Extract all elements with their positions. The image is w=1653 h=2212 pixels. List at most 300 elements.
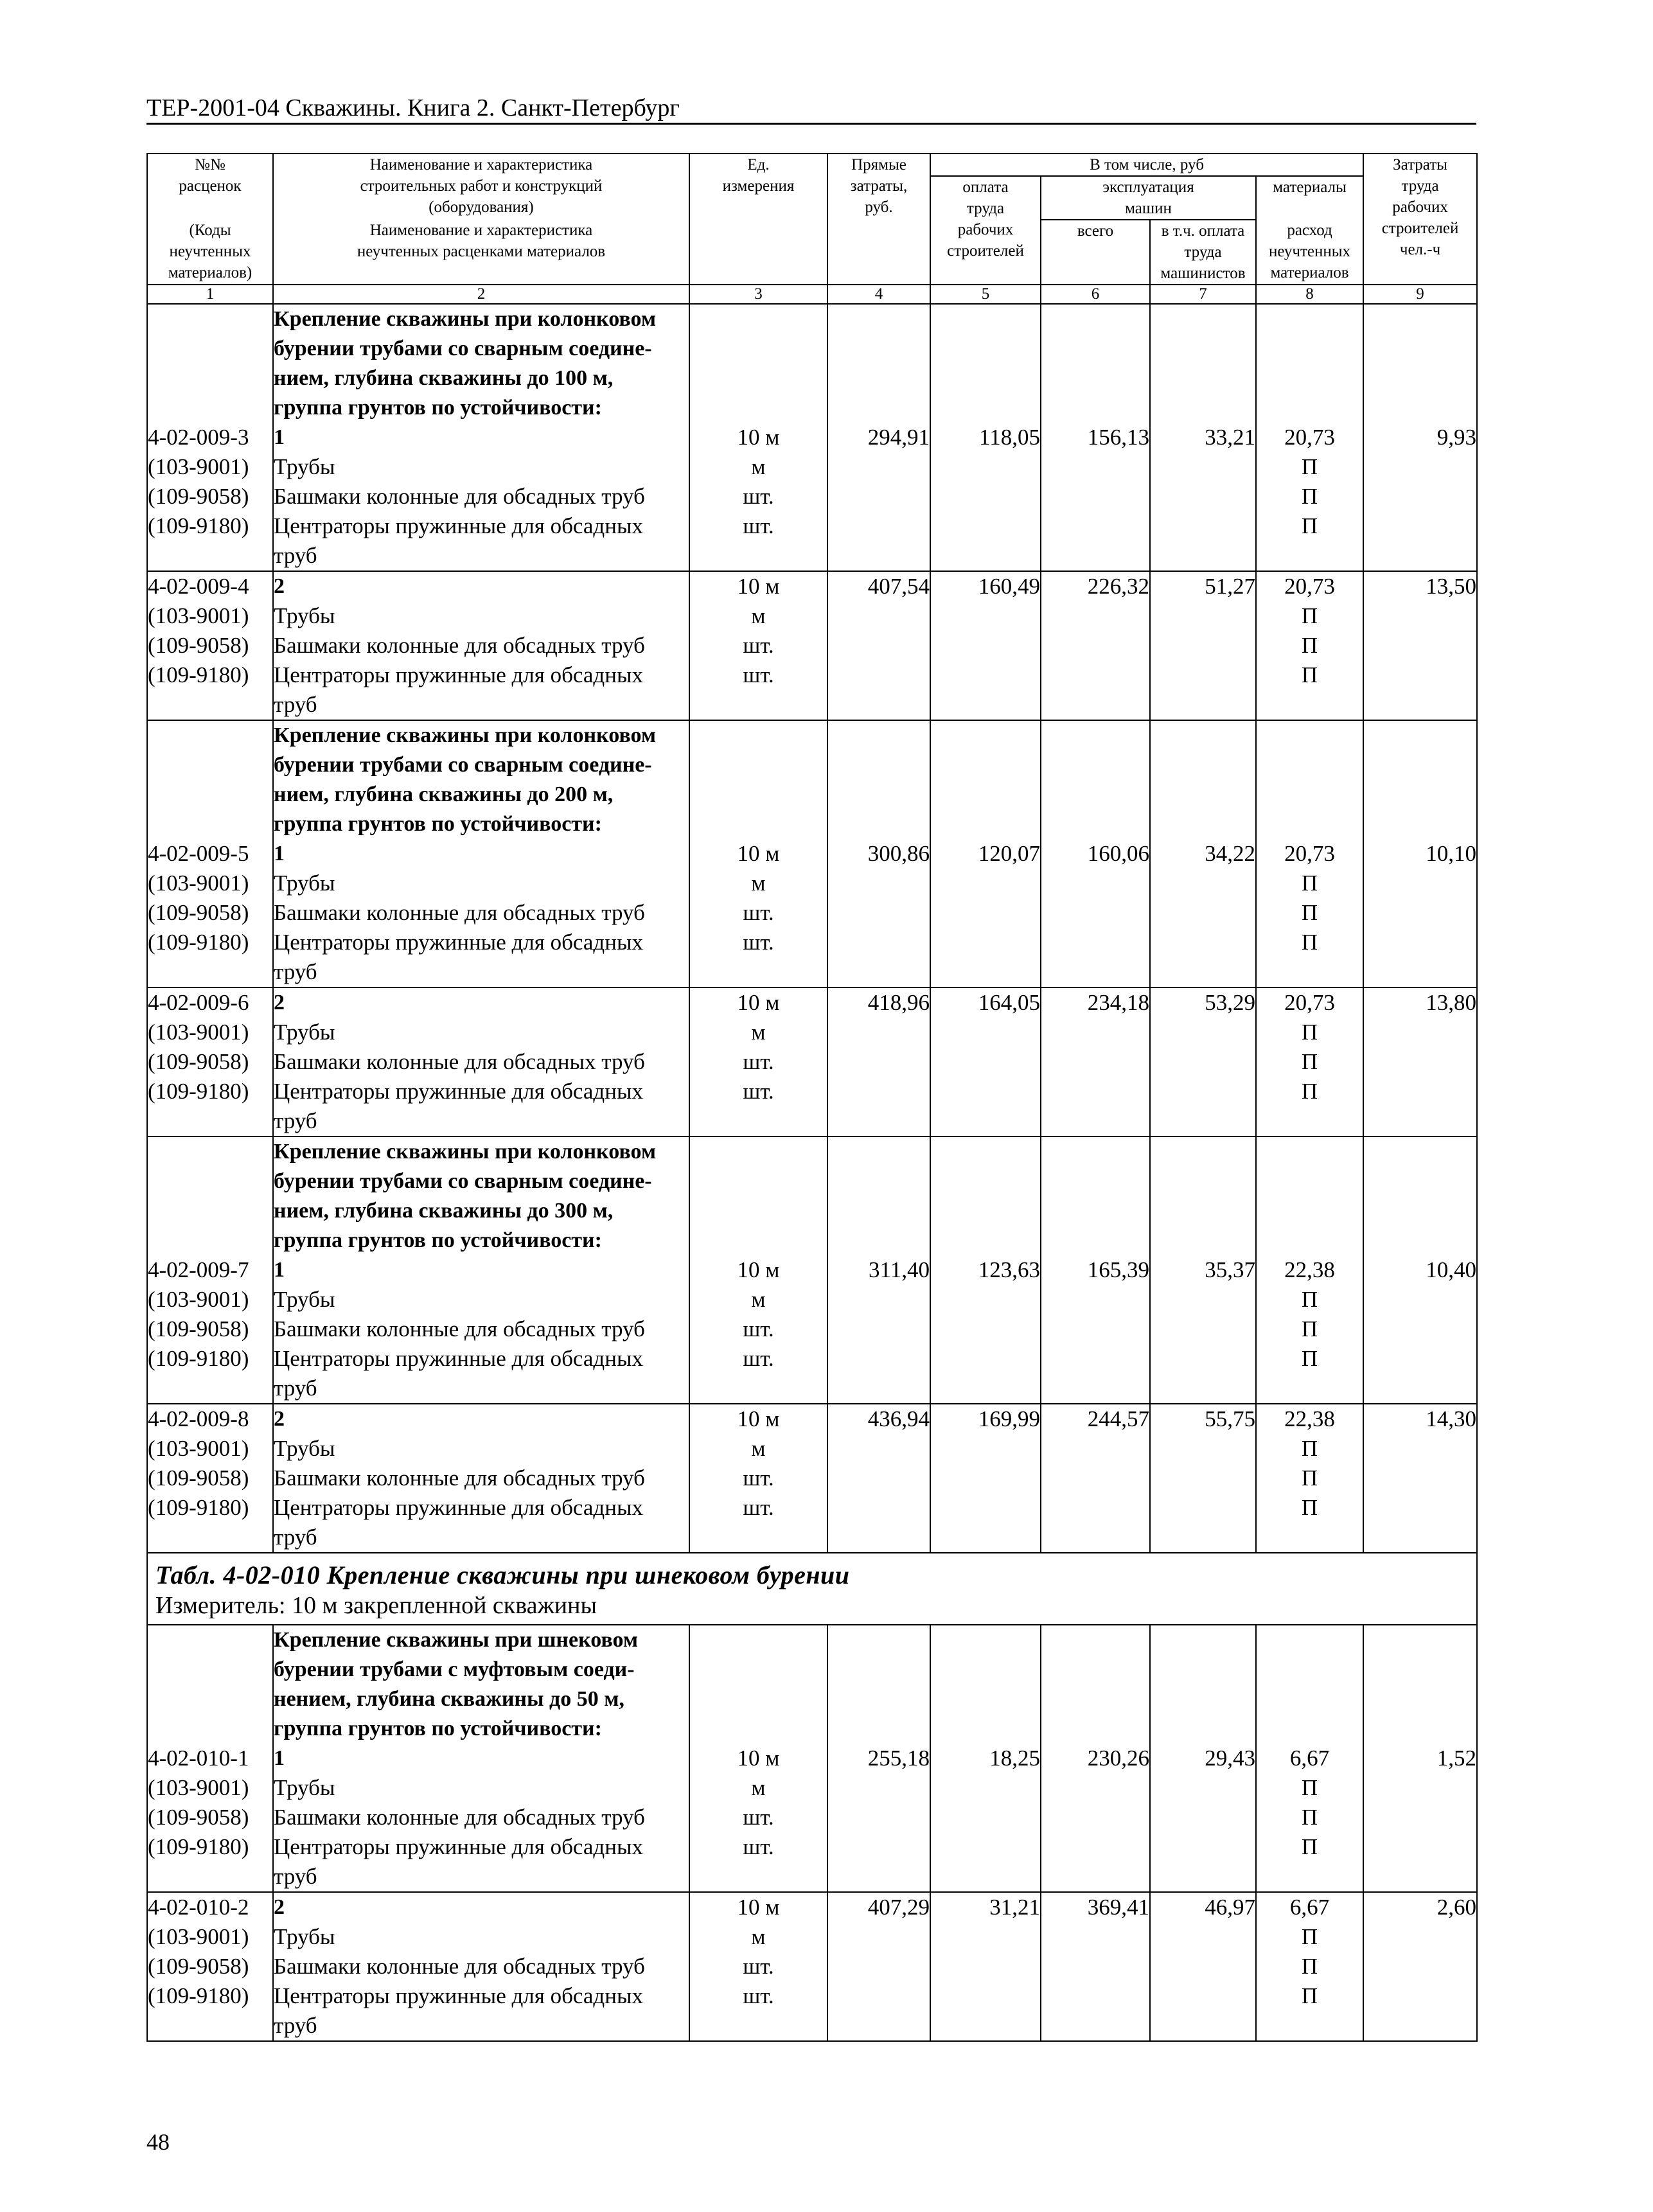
machines-total: 230,26 xyxy=(1087,1746,1149,1771)
material-mark: П xyxy=(1301,1834,1318,1859)
material-name: труб xyxy=(274,1376,317,1401)
rate-code-cell xyxy=(147,1404,273,1553)
machines-labor-cell xyxy=(1150,1404,1256,1553)
material-mark: П xyxy=(1301,662,1318,687)
direct-cost-cell xyxy=(827,987,930,1137)
table-row xyxy=(147,1625,1477,1892)
materials-cost: 6,67 xyxy=(1289,1746,1330,1771)
text-line: Наименование и характеристика xyxy=(369,222,593,239)
labor-cost: 169,99 xyxy=(978,1406,1040,1431)
text-line: Ед. xyxy=(747,156,770,173)
labor-hours-cell xyxy=(1363,1404,1477,1553)
rate-code: 4-02-009-4 xyxy=(148,574,249,599)
material-unit: м xyxy=(751,1020,766,1045)
head-unit xyxy=(689,154,827,285)
work-heading: нием, глубина скважины до 200 м, xyxy=(274,783,614,806)
machines-labor: 33,21 xyxy=(1205,425,1255,450)
work-name-cell xyxy=(273,1892,689,2041)
soil-group: 1 xyxy=(274,1746,285,1770)
material-code: (109-9180) xyxy=(148,1346,249,1371)
page-number: 48 xyxy=(146,2129,170,2155)
text-line: неучтенных xyxy=(1269,243,1351,260)
labor-hours-cell xyxy=(1363,1625,1477,1892)
machines-labor: 35,37 xyxy=(1205,1257,1255,1282)
labor-hours-cell xyxy=(1363,987,1477,1137)
material-mark: П xyxy=(1301,1954,1318,1979)
soil-group: 2 xyxy=(274,1407,285,1431)
material-code: (109-9058) xyxy=(148,633,249,658)
material-mark: П xyxy=(1301,633,1318,658)
work-heading: Крепление скважины при колонковом xyxy=(274,1140,656,1164)
soil-group: 1 xyxy=(274,425,285,449)
rate-code: 4-02-009-5 xyxy=(148,841,249,866)
unit-cell xyxy=(689,1892,827,2041)
table-row xyxy=(147,720,1477,987)
text-line: труда xyxy=(1184,243,1222,261)
labor-cost-cell xyxy=(930,987,1041,1137)
work-heading: нением, глубина скважины до 50 м, xyxy=(274,1687,624,1711)
material-code: (103-9001) xyxy=(148,603,249,628)
material-unit: м xyxy=(751,1436,766,1461)
material-mark: П xyxy=(1301,454,1318,479)
col-number: 3 xyxy=(689,285,827,304)
text-line: строительных работ и конструкций xyxy=(360,177,603,195)
unit-cell xyxy=(689,1137,827,1404)
material-code: (109-9058) xyxy=(148,1805,249,1830)
unit-cell xyxy=(689,720,827,987)
labor-cost-cell xyxy=(930,571,1041,720)
material-mark: П xyxy=(1301,1436,1318,1461)
material-code: (109-9180) xyxy=(148,930,249,955)
labor-hours: 9,93 xyxy=(1436,425,1477,450)
material-code: (109-9180) xyxy=(148,662,249,687)
work-heading: бурении трубами со сварным соедине- xyxy=(274,337,652,360)
text-line: машинистов xyxy=(1160,265,1246,282)
soil-group: 2 xyxy=(274,574,285,598)
labor-hours: 13,50 xyxy=(1426,574,1477,599)
material-unit: шт. xyxy=(743,484,774,509)
work-heading: группа грунтов по устойчивости: xyxy=(274,396,602,420)
material-name: Трубы xyxy=(274,454,335,479)
machines-labor: 51,27 xyxy=(1205,574,1255,599)
rate-unit: 10 м xyxy=(737,841,780,866)
material-mark: П xyxy=(1301,1020,1318,1045)
direct-cost-cell xyxy=(827,1137,930,1404)
soil-group: 2 xyxy=(274,991,285,1014)
material-unit: шт. xyxy=(743,1805,774,1830)
material-unit: шт. xyxy=(743,1465,774,1491)
material-name: труб xyxy=(274,1108,317,1133)
direct-cost: 436,94 xyxy=(867,1406,930,1431)
work-heading: нием, глубина скважины до 100 м, xyxy=(274,366,614,390)
rate-code: 4-02-009-8 xyxy=(148,1406,249,1431)
rate-unit: 10 м xyxy=(737,1406,780,1431)
rates-table xyxy=(146,153,1478,2042)
material-name: Центраторы пружинные для обсадных xyxy=(274,1983,643,2008)
head-labor xyxy=(930,176,1041,285)
material-mark: П xyxy=(1301,1983,1318,2008)
rate-code-cell xyxy=(147,1625,273,1892)
material-code: (103-9001) xyxy=(148,454,249,479)
rate-unit: 10 м xyxy=(737,1746,780,1771)
material-name: Трубы xyxy=(274,1924,335,1949)
material-unit: шт. xyxy=(743,1495,774,1520)
work-name-cell xyxy=(273,1404,689,1553)
material-mark: П xyxy=(1301,1495,1318,1520)
text-line: строителей xyxy=(947,242,1024,260)
machines-total: 156,13 xyxy=(1087,425,1149,450)
rate-unit: 10 м xyxy=(737,425,780,450)
labor-cost-cell xyxy=(930,304,1041,571)
rate-code-cell xyxy=(147,1137,273,1404)
rate-code-cell xyxy=(147,304,273,571)
text-line: Затраты xyxy=(1393,156,1447,173)
work-name-cell xyxy=(273,720,689,987)
material-code: (103-9001) xyxy=(148,1924,249,1949)
material-name: Центраторы пружинные для обсадных xyxy=(274,1079,643,1104)
material-mark: П xyxy=(1301,1805,1318,1830)
labor-hours-cell xyxy=(1363,1892,1477,2041)
rate-code: 4-02-010-2 xyxy=(148,1895,249,1920)
labor-cost: 120,07 xyxy=(978,841,1040,866)
labor-cost-cell xyxy=(930,1625,1041,1892)
text-line: руб. xyxy=(865,199,893,216)
rate-code-cell xyxy=(147,571,273,720)
material-mark: П xyxy=(1301,900,1318,925)
work-heading: бурении трубами со сварным соедине- xyxy=(274,753,652,777)
unit-cell xyxy=(689,571,827,720)
machines-total: 244,57 xyxy=(1087,1406,1149,1431)
col-number: 1 xyxy=(147,285,273,304)
material-unit: шт. xyxy=(743,1049,774,1074)
material-unit: шт. xyxy=(743,1834,774,1859)
section-unit: Измеритель: 10 м закрепленной скважины xyxy=(155,1592,597,1619)
work-heading: бурении трубами со сварным соедине- xyxy=(274,1169,652,1193)
labor-cost: 118,05 xyxy=(979,425,1040,450)
machines-labor: 34,22 xyxy=(1205,841,1255,866)
material-unit: шт. xyxy=(743,633,774,658)
material-unit: шт. xyxy=(743,1983,774,2008)
material-code: (109-9180) xyxy=(148,1834,249,1859)
soil-group: 2 xyxy=(274,1895,285,1919)
direct-cost: 418,96 xyxy=(867,990,930,1015)
text-line: машин xyxy=(1125,200,1172,217)
head-code-bottom xyxy=(147,220,273,285)
material-code: (109-9180) xyxy=(148,513,249,538)
material-unit: шт. xyxy=(743,513,774,538)
direct-cost: 255,18 xyxy=(867,1746,930,1771)
materials-cell xyxy=(1256,1137,1363,1404)
text-line: расход xyxy=(1287,222,1332,239)
labor-hours: 1,52 xyxy=(1436,1746,1477,1771)
material-unit: м xyxy=(751,1924,766,1949)
machines-total-cell xyxy=(1041,1625,1150,1892)
labor-cost: 160,49 xyxy=(978,574,1040,599)
material-name: Центраторы пружинные для обсадных xyxy=(274,513,643,538)
material-code: (103-9001) xyxy=(148,1436,249,1461)
machines-total: 160,06 xyxy=(1087,841,1149,866)
labor-hours-cell xyxy=(1363,1137,1477,1404)
materials-cell xyxy=(1256,720,1363,987)
direct-cost: 294,91 xyxy=(867,425,930,450)
text-line: (Коды xyxy=(189,222,231,239)
table-row xyxy=(147,987,1477,1137)
materials-cost: 20,73 xyxy=(1284,990,1335,1015)
material-code: (109-9058) xyxy=(148,1316,249,1341)
work-heading: бурении трубами с муфтовым соеди- xyxy=(274,1658,635,1681)
rate-code: 4-02-009-7 xyxy=(148,1257,249,1282)
text-line: неучтенных расценками материалов xyxy=(357,243,606,260)
work-heading: Крепление скважины при шнековом xyxy=(274,1628,639,1652)
table-row xyxy=(147,1404,1477,1553)
labor-hours-cell xyxy=(1363,304,1477,571)
machines-total: 234,18 xyxy=(1087,990,1149,1015)
material-mark: П xyxy=(1301,930,1318,955)
material-code: (109-9058) xyxy=(148,1954,249,1979)
machines-total: 369,41 xyxy=(1087,1895,1149,1920)
labor-hours-cell xyxy=(1363,571,1477,720)
col-number: 5 xyxy=(930,285,1041,304)
text-line: эксплуатация xyxy=(1102,179,1194,196)
material-mark: П xyxy=(1301,1465,1318,1491)
material-unit: шт. xyxy=(743,1954,774,1979)
work-heading: Крепление скважины при колонковом xyxy=(274,723,656,747)
material-unit: м xyxy=(751,1775,766,1800)
material-mark: П xyxy=(1301,513,1318,538)
material-unit: шт. xyxy=(743,662,774,687)
col-number: 2 xyxy=(273,285,689,304)
text-line: измерения xyxy=(722,177,795,195)
rate-code: 4-02-010-1 xyxy=(148,1746,249,1771)
col-number: 4 xyxy=(827,285,930,304)
material-unit: шт. xyxy=(743,1346,774,1371)
material-name: Трубы xyxy=(274,603,335,628)
material-mark: П xyxy=(1301,1287,1318,1312)
material-unit: шт. xyxy=(743,900,774,925)
material-name: Центраторы пружинные для обсадных xyxy=(274,1495,643,1520)
material-unit: шт. xyxy=(743,930,774,955)
work-heading: группа грунтов по устойчивости: xyxy=(274,812,602,836)
labor-cost-cell xyxy=(930,1404,1041,1553)
unit-cell xyxy=(689,1625,827,1892)
head-name-bottom xyxy=(273,220,689,285)
material-name: труб xyxy=(274,2013,317,2038)
head-name-top xyxy=(273,154,689,220)
material-unit: м xyxy=(751,454,766,479)
table-row xyxy=(147,304,1477,571)
head-group: В том числе, руб xyxy=(930,154,1363,176)
text-line: №№ xyxy=(195,156,225,173)
text-line: Прямые xyxy=(851,156,906,173)
text-line: всего xyxy=(1077,222,1114,240)
machines-labor: 55,75 xyxy=(1205,1406,1255,1431)
material-mark: П xyxy=(1301,1775,1318,1800)
material-name: Башмаки колонные для обсадных труб xyxy=(274,1954,645,1979)
material-name: труб xyxy=(274,959,317,984)
table-row xyxy=(147,1137,1477,1404)
material-mark: П xyxy=(1301,1346,1318,1371)
material-name: Центраторы пружинные для обсадных xyxy=(274,1346,643,1371)
text-line: в т.ч. оплата xyxy=(1161,222,1245,240)
text-line: Наименование и характеристика xyxy=(369,156,593,173)
material-name: Трубы xyxy=(274,1287,335,1312)
head-code-top xyxy=(147,154,273,220)
materials-cost: 20,73 xyxy=(1284,425,1335,450)
labor-cost: 123,63 xyxy=(978,1257,1040,1282)
machines-total-cell xyxy=(1041,1137,1150,1404)
labor-hours: 14,30 xyxy=(1426,1406,1477,1431)
material-code: (103-9001) xyxy=(148,1775,249,1800)
text-line: чел.-ч xyxy=(1399,241,1441,258)
material-unit: м xyxy=(751,603,766,628)
work-name-cell xyxy=(273,1625,689,1892)
text-line: затраты, xyxy=(850,177,908,195)
machines-total-cell xyxy=(1041,720,1150,987)
head-mach-labor xyxy=(1150,220,1256,285)
table-row xyxy=(147,1892,1477,2041)
rate-code-cell xyxy=(147,987,273,1137)
text-line: материалы xyxy=(1273,179,1347,196)
machines-labor-cell xyxy=(1150,571,1256,720)
material-mark: П xyxy=(1301,1079,1318,1104)
direct-cost-cell xyxy=(827,720,930,987)
labor-hours-cell xyxy=(1363,720,1477,987)
material-name: труб xyxy=(274,543,317,568)
direct-cost-cell xyxy=(827,1892,930,2041)
text-line: рабочих xyxy=(1392,199,1448,216)
material-name: Центраторы пружинные для обсадных xyxy=(274,662,643,687)
rate-unit: 10 м xyxy=(737,990,780,1015)
material-mark: П xyxy=(1301,1924,1318,1949)
col-number: 7 xyxy=(1150,285,1256,304)
machines-labor-cell xyxy=(1150,1625,1256,1892)
machines-labor-cell xyxy=(1150,720,1256,987)
labor-cost-cell xyxy=(930,1892,1041,2041)
materials-cell xyxy=(1256,1892,1363,2041)
direct-cost: 407,29 xyxy=(867,1895,930,1920)
material-name: труб xyxy=(274,1864,317,1889)
text-line: строителей xyxy=(1381,220,1459,237)
text-line: материалов) xyxy=(168,264,252,281)
materials-cell xyxy=(1256,1404,1363,1553)
material-name: Трубы xyxy=(274,1436,335,1461)
material-name: Башмаки колонные для обсадных труб xyxy=(274,633,645,658)
material-name: Башмаки колонные для обсадных труб xyxy=(274,1049,645,1074)
text-line: труда xyxy=(1401,177,1439,195)
labor-cost-cell xyxy=(930,720,1041,987)
material-mark: П xyxy=(1301,1049,1318,1074)
col-number: 9 xyxy=(1363,285,1477,304)
material-mark: П xyxy=(1301,871,1318,896)
unit-cell xyxy=(689,987,827,1137)
machines-total-cell xyxy=(1041,1892,1150,2041)
materials-cell xyxy=(1256,571,1363,720)
material-name: труб xyxy=(274,692,317,717)
materials-cost: 20,73 xyxy=(1284,574,1335,599)
material-name: Башмаки колонные для обсадных труб xyxy=(274,484,645,509)
head-direct xyxy=(827,154,930,285)
text-line: рабочих xyxy=(957,221,1014,238)
unit-cell xyxy=(689,1404,827,1553)
material-unit: шт. xyxy=(743,1079,774,1104)
labor-hours: 2,60 xyxy=(1436,1895,1477,1920)
direct-cost: 300,86 xyxy=(867,841,930,866)
direct-cost-cell xyxy=(827,571,930,720)
machines-labor: 29,43 xyxy=(1205,1746,1255,1771)
section-title: Табл. 4-02-010 Крепление скважины при шнековом бурении xyxy=(155,1561,850,1589)
machines-total: 165,39 xyxy=(1087,1257,1149,1282)
table-row xyxy=(147,571,1477,720)
rate-code: 4-02-009-3 xyxy=(148,425,249,450)
machines-total: 226,32 xyxy=(1087,574,1149,599)
machines-total-cell xyxy=(1041,987,1150,1137)
material-code: (103-9001) xyxy=(148,1020,249,1045)
direct-cost-cell xyxy=(827,1625,930,1892)
labor-cost: 164,05 xyxy=(978,990,1040,1015)
work-name-cell xyxy=(273,987,689,1137)
machines-labor-cell xyxy=(1150,1137,1256,1404)
rate-unit: 10 м xyxy=(737,1895,780,1920)
col-number: 8 xyxy=(1256,285,1363,304)
work-heading: нием, глубина скважины до 300 м, xyxy=(274,1199,614,1223)
material-code: (109-9058) xyxy=(148,1465,249,1491)
material-name: Центраторы пружинные для обсадных xyxy=(274,1834,643,1859)
text-line: неучтенных xyxy=(169,243,251,260)
material-code: (109-9180) xyxy=(148,1983,249,2008)
materials-cell xyxy=(1256,304,1363,571)
materials-cost: 22,38 xyxy=(1284,1406,1335,1431)
head-materials-top xyxy=(1256,176,1363,220)
machines-total-cell xyxy=(1041,571,1150,720)
labor-cost: 18,25 xyxy=(989,1746,1040,1771)
soil-group: 1 xyxy=(274,842,285,865)
material-code: (103-9001) xyxy=(148,871,249,896)
head-machines xyxy=(1041,176,1256,220)
material-name: Трубы xyxy=(274,871,335,896)
text-line: (оборудования) xyxy=(429,199,534,216)
material-code: (109-9058) xyxy=(148,900,249,925)
col-number: 6 xyxy=(1041,285,1150,304)
rate-code-cell xyxy=(147,720,273,987)
material-name: Башмаки колонные для обсадных труб xyxy=(274,900,645,925)
labor-hours: 10,40 xyxy=(1426,1257,1477,1282)
material-name: труб xyxy=(274,1525,317,1550)
document-title: ТЕР-2001-04 Скважины. Книга 2. Санкт-Петербург xyxy=(146,94,680,121)
rate-unit: 10 м xyxy=(737,574,780,599)
material-code: (109-9180) xyxy=(148,1495,249,1520)
text-line: материалов xyxy=(1270,264,1349,281)
header-rule xyxy=(146,123,1476,125)
material-code: (109-9058) xyxy=(148,484,249,509)
machines-labor-cell xyxy=(1150,1892,1256,2041)
head-hours xyxy=(1363,154,1477,285)
material-unit: шт. xyxy=(743,1316,774,1341)
work-name-cell xyxy=(273,571,689,720)
table-section-header xyxy=(147,1553,1477,1625)
material-name: Трубы xyxy=(274,1775,335,1800)
work-name-cell xyxy=(273,1137,689,1404)
text-line: оплата xyxy=(962,179,1009,196)
material-name: Башмаки колонные для обсадных труб xyxy=(274,1316,645,1341)
work-heading: группа грунтов по устойчивости: xyxy=(274,1228,602,1252)
material-name: Башмаки колонные для обсадных труб xyxy=(274,1805,645,1830)
materials-cost: 6,67 xyxy=(1289,1895,1330,1920)
materials-cell xyxy=(1256,987,1363,1137)
materials-cell xyxy=(1256,1625,1363,1892)
soil-group: 1 xyxy=(274,1258,285,1282)
material-unit: м xyxy=(751,871,766,896)
work-name-cell xyxy=(273,304,689,571)
